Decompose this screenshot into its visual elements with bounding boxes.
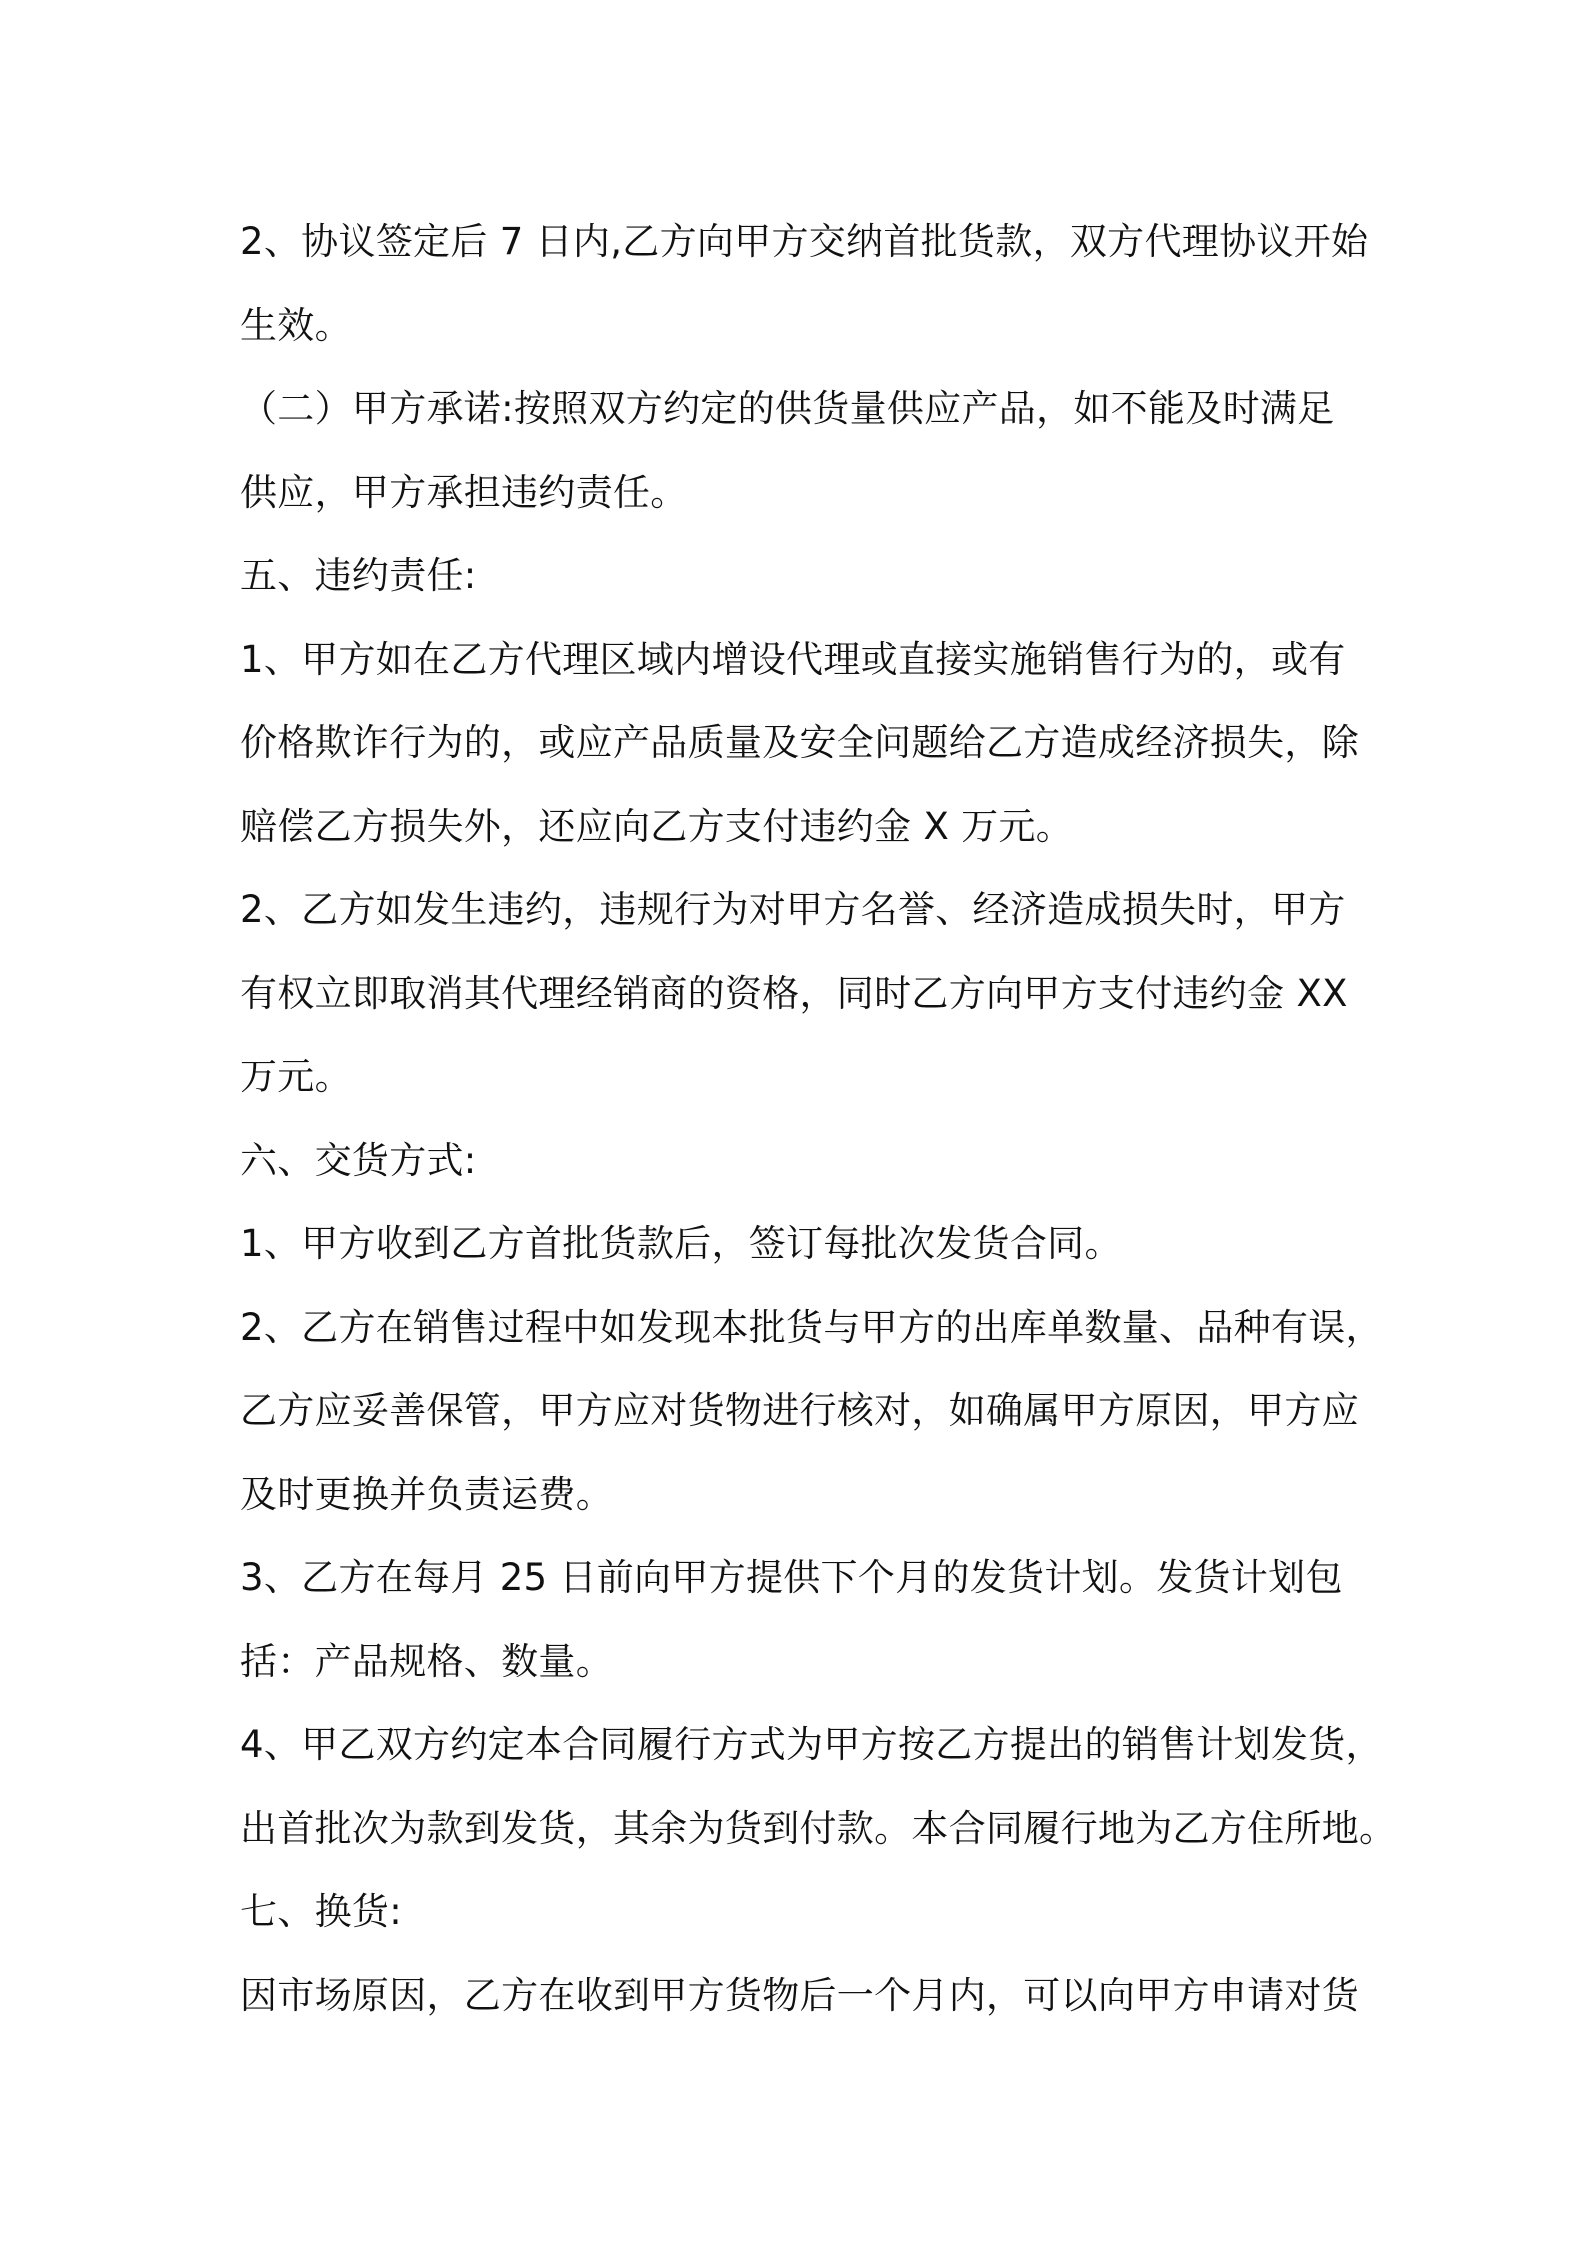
text-line: 因市场原因，乙方在收到甲方货物后一个月内，可以向甲方申请对货 [240,1973,1359,2017]
text-line: 赔偿乙方损失外，还应向乙方支付违约金 X 万元。 [240,804,1074,848]
text-line: 1、甲方如在乙方代理区域内增设代理或直接实施销售行为的，或有 [240,637,1346,681]
section-heading: 七、换货: [240,1890,402,1933]
text-line: 供应，甲方承担违约责任。 [240,470,688,514]
text-line: 2、乙方如发生违约，违规行为对甲方名誉、经济造成损失时，甲方 [240,888,1346,931]
text-line: 生效。 [240,303,352,347]
text-line: 2、协议签定后 7 日内,乙方向甲方交纳首批货款，双方代理协议开始 [240,220,1369,263]
section-heading: 五、违约责任: [240,554,477,597]
text-line: 及时更换并负责运费。 [240,1472,613,1516]
document-body [240,200,1397,2037]
text-line: 出首批次为款到发货，其余为货到付款。本合同履行地为乙方住所地。 [240,1806,1397,1850]
text-line: 乙方应妥善保管，甲方应对货物进行核对，如确属甲方原因，甲方应 [240,1389,1359,1432]
text-line: 4、甲乙双方约定本合同履行方式为甲方按乙方提出的销售计划发货， [240,1723,1383,1766]
text-line: 万元。 [240,1055,352,1098]
text-line: 价格欺诈行为的，或应产品质量及安全问题给乙方造成经济损失，除 [240,721,1359,764]
section-heading: 六、交货方式: [240,1138,477,1182]
text-line: 1、甲方收到乙方首批货款后，签订每批次发货合同。 [240,1222,1122,1265]
text-line: （二）甲方承诺:按照双方约定的供货量供应产品，如不能及时满足 [240,387,1335,430]
text-line: 括：产品规格、数量。 [240,1639,613,1683]
text-line: 2、乙方在销售过程中如发现本批货与甲方的出库单数量、品种有误， [240,1305,1383,1349]
text-line: 3、乙方在每月 25 日前向甲方提供下个月的发货计划。发货计划包 [240,1556,1343,1599]
text-line: 有权立即取消其代理经销商的资格，同时乙方向甲方支付违约金 XX [240,971,1348,1015]
